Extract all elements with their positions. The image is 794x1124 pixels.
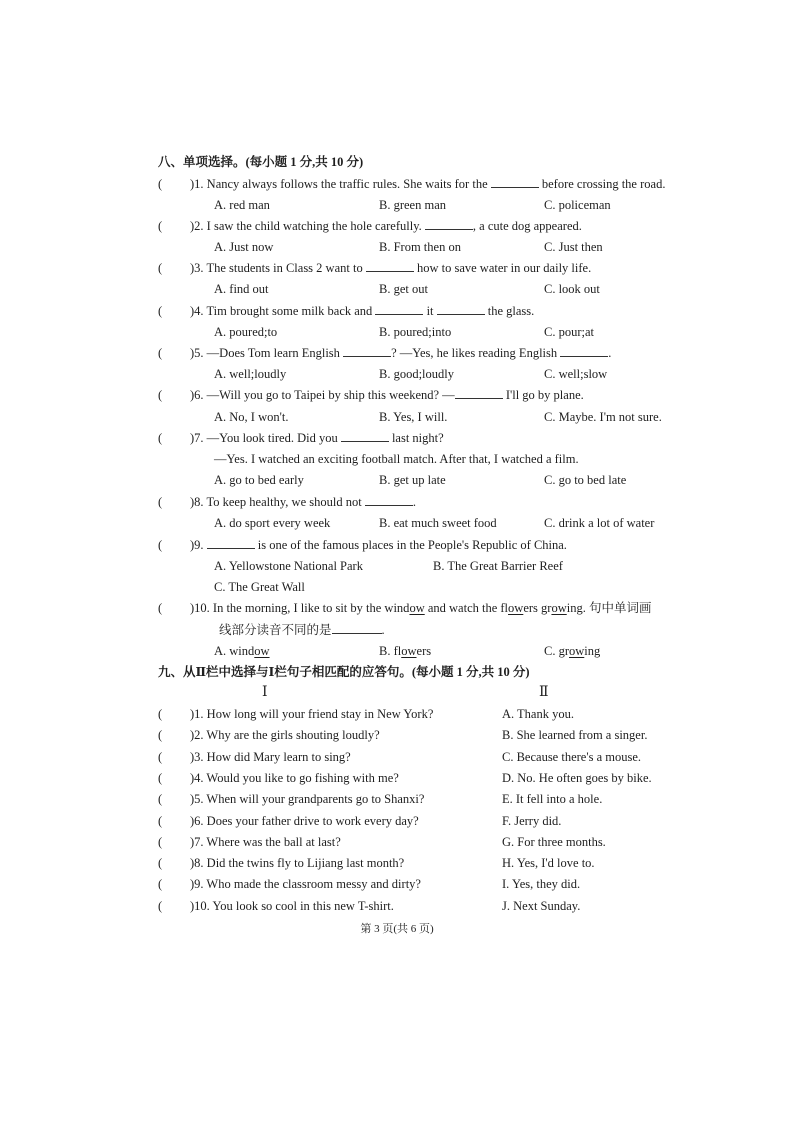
option-b: B. get up late bbox=[379, 473, 446, 487]
answer-blank[interactable] bbox=[455, 387, 503, 399]
answer-paren: ( bbox=[158, 388, 163, 402]
q-text: last night? bbox=[391, 431, 444, 445]
q-text: ing. 句中单词画 bbox=[566, 601, 652, 615]
question-7 bbox=[190, 430, 444, 446]
q-num: )10. bbox=[190, 601, 210, 615]
q-num: )8. bbox=[190, 495, 204, 509]
answer-paren: ( bbox=[158, 835, 163, 849]
option-c bbox=[544, 643, 600, 659]
answer-paren: ( bbox=[158, 219, 163, 233]
answer-blank[interactable] bbox=[332, 622, 382, 634]
q-text: it bbox=[426, 304, 434, 318]
underlined-letters: ow bbox=[551, 601, 567, 615]
q-text: , a cute dog appeared. bbox=[472, 219, 582, 233]
option-a: A. well;loudly bbox=[214, 367, 287, 381]
matching-answer: F. Jerry did. bbox=[502, 814, 562, 828]
q-text: . bbox=[412, 495, 416, 509]
section-8-title: 八、单项选择。(每小题 1 分,共 10 分) bbox=[158, 155, 364, 169]
question-5 bbox=[190, 345, 611, 361]
answer-paren: ( bbox=[158, 177, 163, 191]
q-text: . bbox=[608, 346, 612, 360]
column-2-header: Ⅱ bbox=[539, 685, 549, 700]
question-10 bbox=[190, 600, 651, 616]
column-1-header: Ⅰ bbox=[262, 685, 268, 700]
matching-answer: G. For three months. bbox=[502, 835, 606, 849]
option-a bbox=[214, 643, 270, 659]
answer-paren: ( bbox=[158, 431, 163, 445]
matching-question: )2. Why are the girls shouting loudly? bbox=[190, 728, 380, 742]
q-num: )5. bbox=[190, 346, 204, 360]
question-9 bbox=[190, 537, 567, 553]
question-3 bbox=[190, 260, 591, 276]
q-text: the glass. bbox=[487, 304, 535, 318]
matching-question: )5. When will your grandparents go to Shanxi? bbox=[190, 792, 425, 806]
option-c: C. look out bbox=[544, 282, 600, 296]
q-text: before crossing the road. bbox=[541, 177, 666, 191]
answer-blank[interactable] bbox=[343, 345, 391, 357]
q-num: )4. bbox=[190, 304, 204, 318]
option-c: C. Maybe. I'm not sure. bbox=[544, 410, 662, 424]
question-10-line2 bbox=[219, 622, 385, 638]
option-a: A. poured;to bbox=[214, 325, 278, 339]
option-a: A. Yellowstone National Park bbox=[214, 559, 363, 573]
answer-blank[interactable] bbox=[365, 494, 413, 506]
answer-paren: ( bbox=[158, 792, 163, 806]
option-c: C. pour;at bbox=[544, 325, 594, 339]
answer-blank[interactable] bbox=[375, 303, 423, 315]
q-text: —You look tired. Did you bbox=[206, 431, 338, 445]
matching-answer: B. She learned from a singer. bbox=[502, 728, 648, 742]
option-b: B. eat much sweet food bbox=[379, 516, 497, 530]
underlined-letters: ow bbox=[401, 644, 417, 658]
q-text: —Will you go to Taipei by ship this weekend? — bbox=[206, 388, 455, 402]
option-text: ers bbox=[416, 644, 432, 658]
matching-question: )1. How long will your friend stay in New York? bbox=[190, 707, 434, 721]
answer-blank[interactable] bbox=[366, 260, 414, 272]
q-text: To keep healthy, we should not bbox=[206, 495, 362, 509]
question-1 bbox=[190, 176, 665, 192]
matching-answer: A. Thank you. bbox=[502, 707, 574, 721]
q-text: how to save water in our daily life. bbox=[416, 261, 592, 275]
option-c: C. The Great Wall bbox=[214, 580, 305, 594]
answer-blank[interactable] bbox=[491, 176, 539, 188]
q-num: )9. bbox=[190, 538, 204, 552]
answer-paren: ( bbox=[158, 856, 163, 870]
q-text: Nancy always follows the traffic rules. She waits for the bbox=[206, 177, 488, 191]
q-text: ? —Yes, he likes reading English bbox=[391, 346, 558, 360]
option-text: B. fl bbox=[379, 644, 402, 658]
answer-blank[interactable] bbox=[437, 303, 485, 315]
answer-paren: ( bbox=[158, 707, 163, 721]
answer-blank[interactable] bbox=[425, 218, 473, 230]
matching-question: )3. How did Mary learn to sing? bbox=[190, 750, 351, 764]
option-b: B. good;loudly bbox=[379, 367, 455, 381]
underlined-letters: ow bbox=[569, 644, 585, 658]
option-a: A. find out bbox=[214, 282, 269, 296]
matching-answer: E. It fell into a hole. bbox=[502, 792, 603, 806]
q-num: )7. bbox=[190, 431, 204, 445]
option-c: C. well;slow bbox=[544, 367, 608, 381]
matching-answer: J. Next Sunday. bbox=[502, 899, 581, 913]
q-num: )6. bbox=[190, 388, 204, 402]
answer-paren: ( bbox=[158, 899, 163, 913]
answer-paren: ( bbox=[158, 304, 163, 318]
option-c: C. Just then bbox=[544, 240, 603, 254]
option-c: C. go to bed late bbox=[544, 473, 627, 487]
q-text: ers gr bbox=[523, 601, 552, 615]
answer-blank[interactable] bbox=[207, 537, 255, 549]
q-text: is one of the famous places in the People's Republic of China. bbox=[257, 538, 567, 552]
q-text: and watch the fl bbox=[424, 601, 509, 615]
matching-question: )9. Who made the classroom messy and dirty? bbox=[190, 877, 421, 891]
q-num: )1. bbox=[190, 177, 204, 191]
option-b: B. From then on bbox=[379, 240, 461, 254]
q-num: )2. bbox=[190, 219, 204, 233]
answer-paren: ( bbox=[158, 601, 163, 615]
matching-answer: I. Yes, they did. bbox=[502, 877, 581, 891]
q-num: )3. bbox=[190, 261, 204, 275]
option-text: C. gr bbox=[544, 644, 569, 658]
matching-question: )8. Did the twins fly to Lijiang last month? bbox=[190, 856, 405, 870]
matching-answer: D. No. He often goes by bike. bbox=[502, 771, 652, 785]
option-text: ing bbox=[584, 644, 601, 658]
matching-question: )10. You look so cool in this new T-shirt. bbox=[190, 899, 394, 913]
underlined-letters: ow bbox=[254, 644, 270, 658]
section-9-title: 九、从Ⅱ栏中选择与Ⅰ栏句子相匹配的应答句。(每小题 1 分,共 10 分) bbox=[158, 665, 530, 679]
answer-paren: ( bbox=[158, 346, 163, 360]
option-a: A. No, I won't. bbox=[214, 410, 289, 424]
answer-paren: ( bbox=[158, 538, 163, 552]
matching-answer: H. Yes, I'd love to. bbox=[502, 856, 595, 870]
matching-question: )7. Where was the ball at last? bbox=[190, 835, 341, 849]
question-6 bbox=[190, 387, 584, 403]
q-text: . bbox=[381, 623, 385, 637]
answer-paren: ( bbox=[158, 814, 163, 828]
answer-blank[interactable] bbox=[341, 430, 389, 442]
answer-paren: ( bbox=[158, 261, 163, 275]
page-footer: 第 3 页(共 6 页) bbox=[360, 923, 434, 935]
q-text: I'll go by plane. bbox=[505, 388, 584, 402]
option-b: B. The Great Barrier Reef bbox=[433, 559, 563, 573]
option-c: C. policeman bbox=[544, 198, 611, 212]
matching-question: )6. Does your father drive to work every day? bbox=[190, 814, 419, 828]
answer-paren: ( bbox=[158, 771, 163, 785]
q-text: In the morning, I like to sit by the wind bbox=[212, 601, 410, 615]
answer-blank[interactable] bbox=[560, 345, 608, 357]
option-text: A. wind bbox=[214, 644, 255, 658]
option-b: B. Yes, I will. bbox=[379, 410, 448, 424]
option-b: B. green man bbox=[379, 198, 446, 212]
q-text: —Does Tom learn English bbox=[206, 346, 340, 360]
q-text: The students in Class 2 want to bbox=[206, 261, 363, 275]
answer-paren: ( bbox=[158, 750, 163, 764]
option-a: A. go to bed early bbox=[214, 473, 304, 487]
question-2 bbox=[190, 218, 582, 234]
answer-paren: ( bbox=[158, 495, 163, 509]
option-b: B. poured;into bbox=[379, 325, 452, 339]
q-text: I saw the child watching the hole carefully. bbox=[206, 219, 422, 233]
q-text: 线部分读音不同的是 bbox=[219, 623, 332, 637]
question-8 bbox=[190, 494, 416, 510]
q-text: Tim brought some milk back and bbox=[206, 304, 373, 318]
option-a: A. red man bbox=[214, 198, 270, 212]
matching-question: )4. Would you like to go fishing with me? bbox=[190, 771, 399, 785]
question-7-line2: —Yes. I watched an exciting football match. After that, I watched a film. bbox=[214, 452, 579, 466]
option-a: A. do sport every week bbox=[214, 516, 331, 530]
answer-paren: ( bbox=[158, 728, 163, 742]
question-4 bbox=[190, 303, 534, 319]
option-c: C. drink a lot of water bbox=[544, 516, 655, 530]
underlined-letters: ow bbox=[409, 601, 425, 615]
option-b: B. get out bbox=[379, 282, 428, 296]
underlined-letters: ow bbox=[508, 601, 524, 615]
matching-answer: C. Because there's a mouse. bbox=[502, 750, 642, 764]
answer-paren: ( bbox=[158, 877, 163, 891]
option-a: A. Just now bbox=[214, 240, 274, 254]
option-b bbox=[379, 643, 431, 659]
